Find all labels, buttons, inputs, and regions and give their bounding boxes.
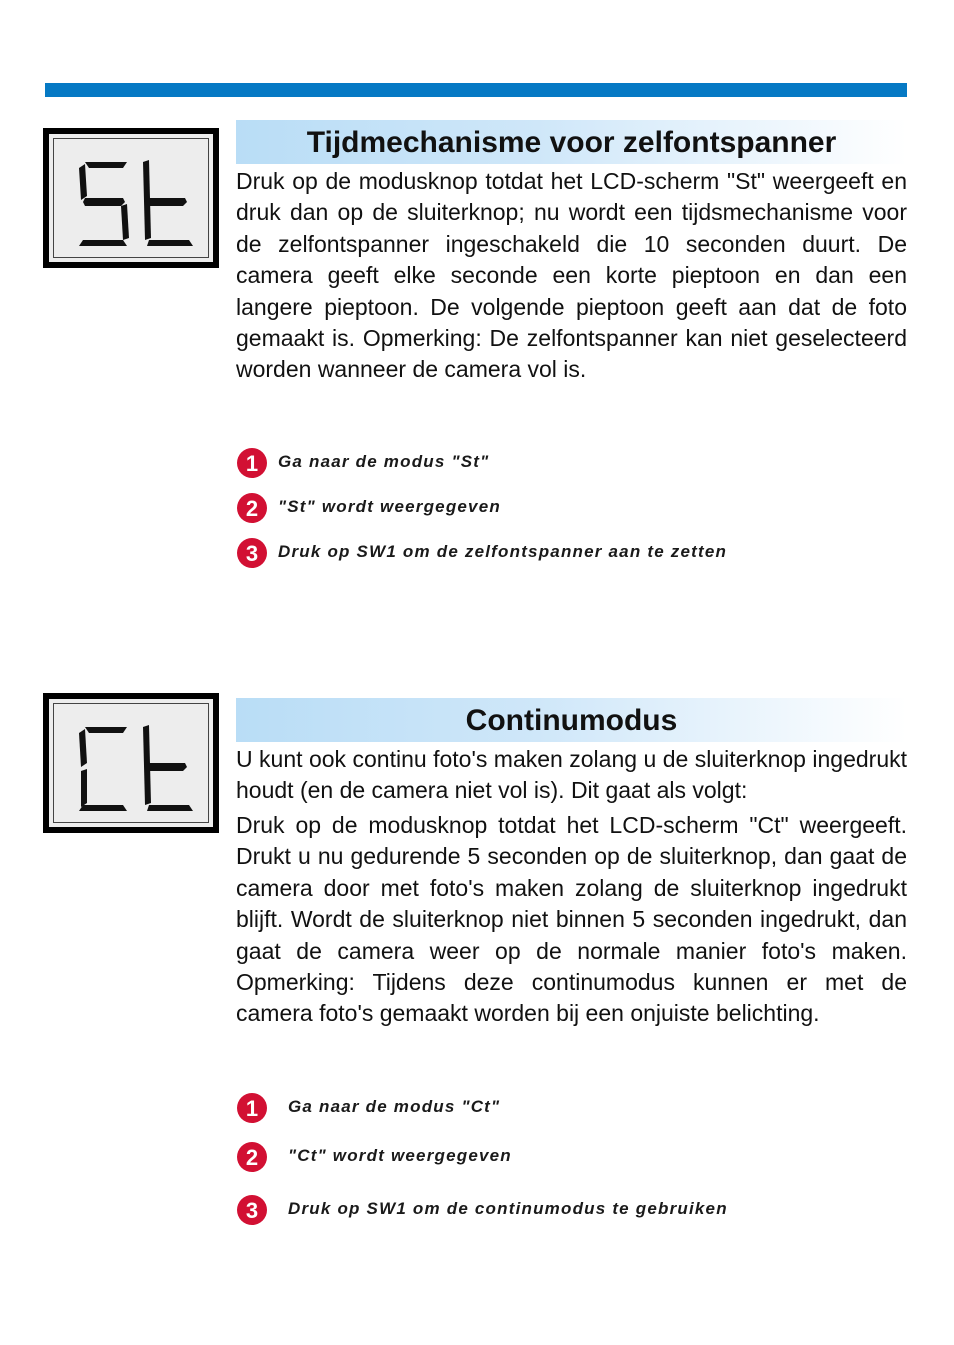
step-number-1-icon [236,1092,268,1124]
step-number-2-icon [236,1141,268,1173]
step-1-label: Ga naar de modus "Ct" [288,1097,501,1116]
self-timer-description: Druk op de modusknop totdat het LCD-scherm "St" weergeeft en druk dan op de sluiterknop; nu wordt een tijdsmechanisme voor de zelfontspanner ingeschakeld die 10 seconden duurt. De camera geeft elke seconde een korte pieptoon en dan een langere pieptoon. De volgende pieptoon geeft aan dat de foto gemaakt is. Opmerking: De zelfontspanner kan niet geselecteerd worden wanneer de camera vol is. [236,168,907,383]
lcd-segment-glyph [49,134,217,266]
svg-text:3: 3 [245,1198,259,1223]
step-2-label: "Ct" wordt weergegeven [288,1146,512,1165]
step-3-label: Druk op SW1 om de zelfontspanner aan te zetten [278,542,728,561]
svg-text:3: 3 [245,541,259,566]
step-number-2-icon [236,492,268,524]
step-number-3-icon [236,537,268,569]
continuous-intro: U kunt ook continu foto's maken zolang u de sluiterknop ingedrukt houdt (en de camera niet vol is). Dit gaat als volgt: [236,746,907,804]
continuous-description: Druk op de modusknop totdat het LCD-scherm "Ct" weergeeft. Drukt u nu gedurende 5 seconden op de sluiterknop, dan gaat de camera door met foto's maken zolang de sluiterknop ingedrukt blijft. Wordt de sluiterknop niet binnen 5 seconden ingedrukt, dan gaat de camera weer op de normale manier foto's maken. Opmerking: Tijdens deze continumodus kunnen er met de camera foto's gemaakt worden bij een onjuiste belichting. [236,812,907,1027]
step-2-label: "St" wordt weergegeven [278,497,501,516]
lcd-segment-glyph [49,699,217,831]
svg-text:2: 2 [245,496,259,521]
svg-text:2: 2 [245,1145,259,1170]
step-number-3-icon [236,1194,268,1226]
step-number-1-icon [236,447,268,479]
lcd-display-st [43,128,219,268]
svg-text:1: 1 [245,1096,259,1121]
step-3-label: Druk op SW1 om de continumodus te gebruiken [288,1199,728,1218]
section-title-continuous: Continumodus [236,698,907,742]
svg-text:1: 1 [245,451,259,476]
step-1-label: Ga naar de modus "St" [278,452,490,471]
section-title-self-timer: Tijdmechanisme voor zelfontspanner [236,120,907,164]
header-bar [45,83,907,97]
lcd-display-ct [43,693,219,833]
